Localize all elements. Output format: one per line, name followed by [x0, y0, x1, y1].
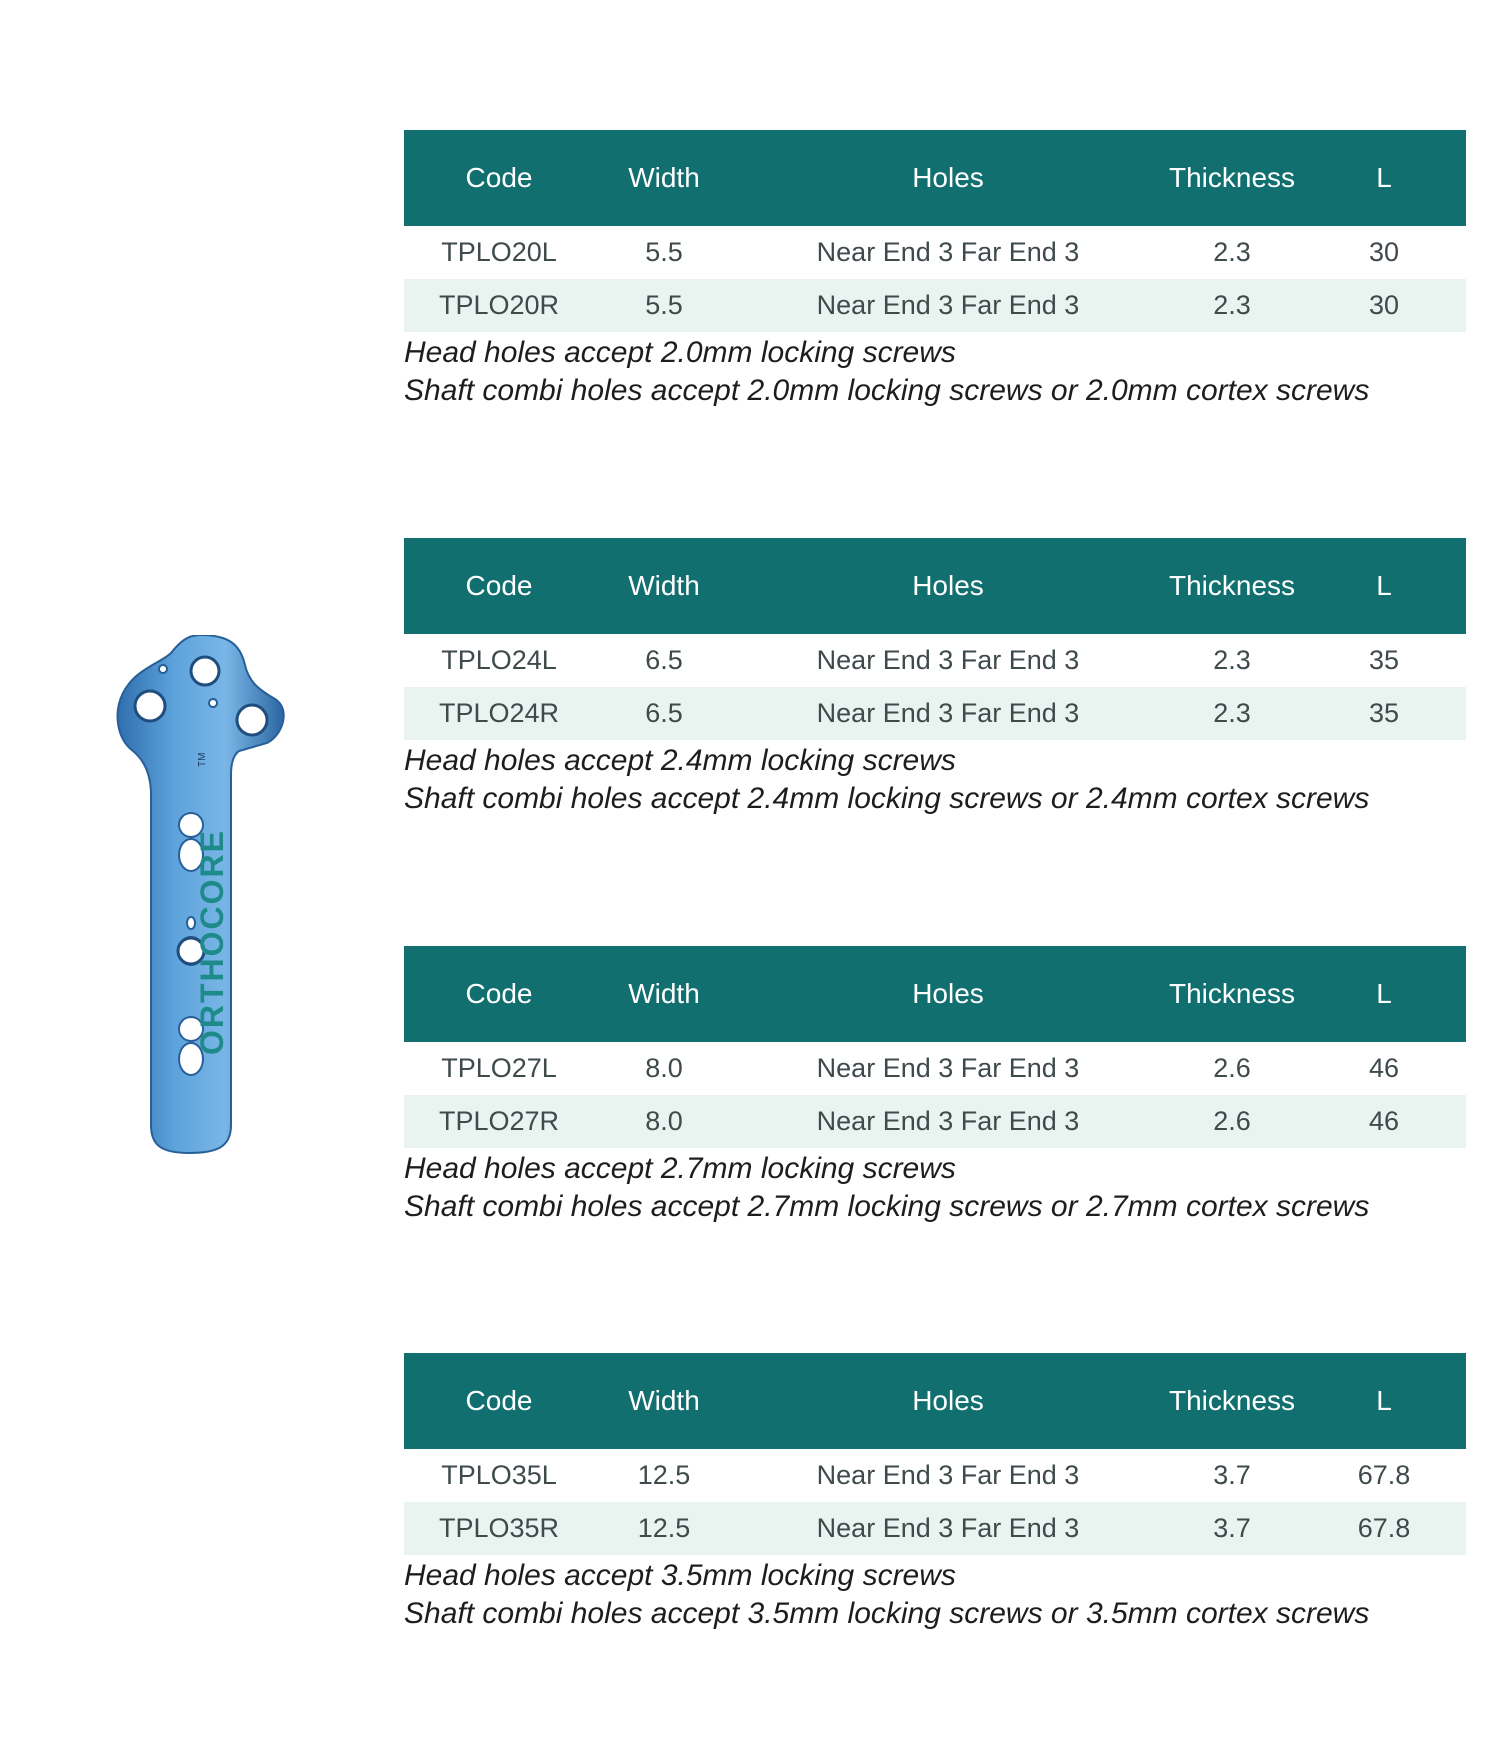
table-row: [404, 279, 1466, 332]
cell-code: TPLO20R: [404, 279, 594, 332]
table-header-row: [404, 130, 1466, 226]
spec-notes: [404, 742, 1466, 818]
cell-width: 5.5: [645, 237, 683, 267]
cell-holes: Near End 3 Far End 3: [816, 645, 1080, 675]
table-row: [404, 634, 1466, 687]
spec-block-tplo20: [404, 130, 1466, 410]
cell-holes: Near End 3 Far End 3: [734, 1502, 1162, 1555]
header-code: Code: [404, 130, 594, 226]
cell-length: 46: [1368, 1053, 1400, 1083]
cell-thickness: 2.3: [1162, 279, 1302, 332]
table-header-row: [404, 538, 1466, 634]
cell-width: 5.5: [594, 279, 734, 332]
cell-holes: Near End 3 Far End 3: [816, 237, 1080, 267]
cell-thickness: 2.3: [1162, 687, 1302, 740]
cell-width: 12.5: [594, 1502, 734, 1555]
cell-holes: Near End 3 Far End 3: [734, 1095, 1162, 1148]
cell-thickness: 2.6: [1213, 1053, 1251, 1083]
header-length: L: [1302, 1353, 1466, 1449]
cell-length: 67.8: [1357, 1460, 1411, 1490]
table-header-row: [404, 1353, 1466, 1449]
spec-notes: [404, 1557, 1466, 1633]
cell-length: 30: [1302, 279, 1466, 332]
note-shaft-holes: Shaft combi holes accept 2.4mm locking screws or 2.4mm cortex screws: [404, 782, 1370, 815]
cell-holes: Near End 3 Far End 3: [816, 1053, 1080, 1083]
cell-width: 8.0: [594, 1095, 734, 1148]
note-head-holes: Head holes accept 2.4mm locking screws: [404, 744, 956, 777]
spec-table: [404, 538, 1466, 740]
cell-code: TPLO20L: [441, 237, 557, 267]
header-width: Width: [594, 130, 734, 226]
cell-code: TPLO35R: [404, 1502, 594, 1555]
trademark-text: TM: [197, 752, 208, 767]
header-width: Width: [594, 946, 734, 1042]
cell-holes: Near End 3 Far End 3: [734, 687, 1162, 740]
spec-block-tplo27: [404, 946, 1466, 1226]
cell-code: TPLO35L: [441, 1460, 557, 1490]
spec-block-tplo24: [404, 538, 1466, 818]
note-shaft-holes: Shaft combi holes accept 2.0mm locking screws or 2.0mm cortex screws: [404, 374, 1370, 407]
table-row: [404, 1042, 1466, 1095]
note-head-holes: Head holes accept 2.7mm locking screws: [404, 1152, 956, 1185]
header-thickness: Thickness: [1162, 538, 1302, 634]
header-width: Width: [594, 1353, 734, 1449]
header-holes: Holes: [734, 946, 1162, 1042]
spec-table: [404, 130, 1466, 332]
brand-text: ORTHOCORE: [194, 829, 230, 1055]
tplo-plate-image: [115, 635, 295, 1155]
spec-notes: [404, 1150, 1466, 1226]
header-length: L: [1302, 130, 1466, 226]
note-head-holes: Head holes accept 2.0mm locking screws: [404, 336, 956, 369]
cell-thickness: 2.3: [1213, 237, 1251, 267]
cell-length: 35: [1368, 645, 1400, 675]
cell-code: TPLO27L: [441, 1053, 557, 1083]
note-shaft-holes: Shaft combi holes accept 2.7mm locking screws or 2.7mm cortex screws: [404, 1190, 1370, 1223]
note-shaft-holes: Shaft combi holes accept 3.5mm locking screws or 3.5mm cortex screws: [404, 1597, 1370, 1630]
header-length: L: [1302, 538, 1466, 634]
cell-thickness: 3.7: [1213, 1460, 1251, 1490]
table-row: [404, 1502, 1466, 1555]
cell-thickness: 3.7: [1162, 1502, 1302, 1555]
cell-width: 6.5: [594, 687, 734, 740]
table-header-row: [404, 946, 1466, 1042]
cell-width: 8.0: [645, 1053, 683, 1083]
table-row: [404, 1095, 1466, 1148]
header-code: Code: [404, 538, 594, 634]
cell-code: TPLO24L: [441, 645, 557, 675]
header-code: Code: [404, 946, 594, 1042]
header-holes: Holes: [734, 130, 1162, 226]
table-row: [404, 1449, 1466, 1502]
header-holes: Holes: [734, 538, 1162, 634]
header-thickness: Thickness: [1162, 1353, 1302, 1449]
header-code: Code: [404, 1353, 594, 1449]
cell-code: TPLO24R: [404, 687, 594, 740]
header-length: L: [1302, 946, 1466, 1042]
cell-length: 30: [1368, 237, 1400, 267]
cell-thickness: 2.6: [1162, 1095, 1302, 1148]
cell-length: 46: [1302, 1095, 1466, 1148]
note-head-holes: Head holes accept 3.5mm locking screws: [404, 1559, 956, 1592]
spec-block-tplo35: [404, 1353, 1466, 1633]
table-row: [404, 226, 1466, 279]
cell-holes: Near End 3 Far End 3: [816, 1460, 1080, 1490]
cell-length: 35: [1302, 687, 1466, 740]
cell-code: TPLO27R: [404, 1095, 594, 1148]
header-thickness: Thickness: [1162, 130, 1302, 226]
table-row: [404, 687, 1466, 740]
cell-thickness: 2.3: [1213, 645, 1251, 675]
header-holes: Holes: [734, 1353, 1162, 1449]
cell-width: 6.5: [645, 645, 683, 675]
header-width: Width: [594, 538, 734, 634]
spec-table: [404, 1353, 1466, 1555]
header-thickness: Thickness: [1162, 946, 1302, 1042]
spec-notes: [404, 334, 1466, 410]
cell-width: 12.5: [637, 1460, 691, 1490]
spec-table: [404, 946, 1466, 1148]
cell-holes: Near End 3 Far End 3: [734, 279, 1162, 332]
cell-length: 67.8: [1302, 1502, 1466, 1555]
